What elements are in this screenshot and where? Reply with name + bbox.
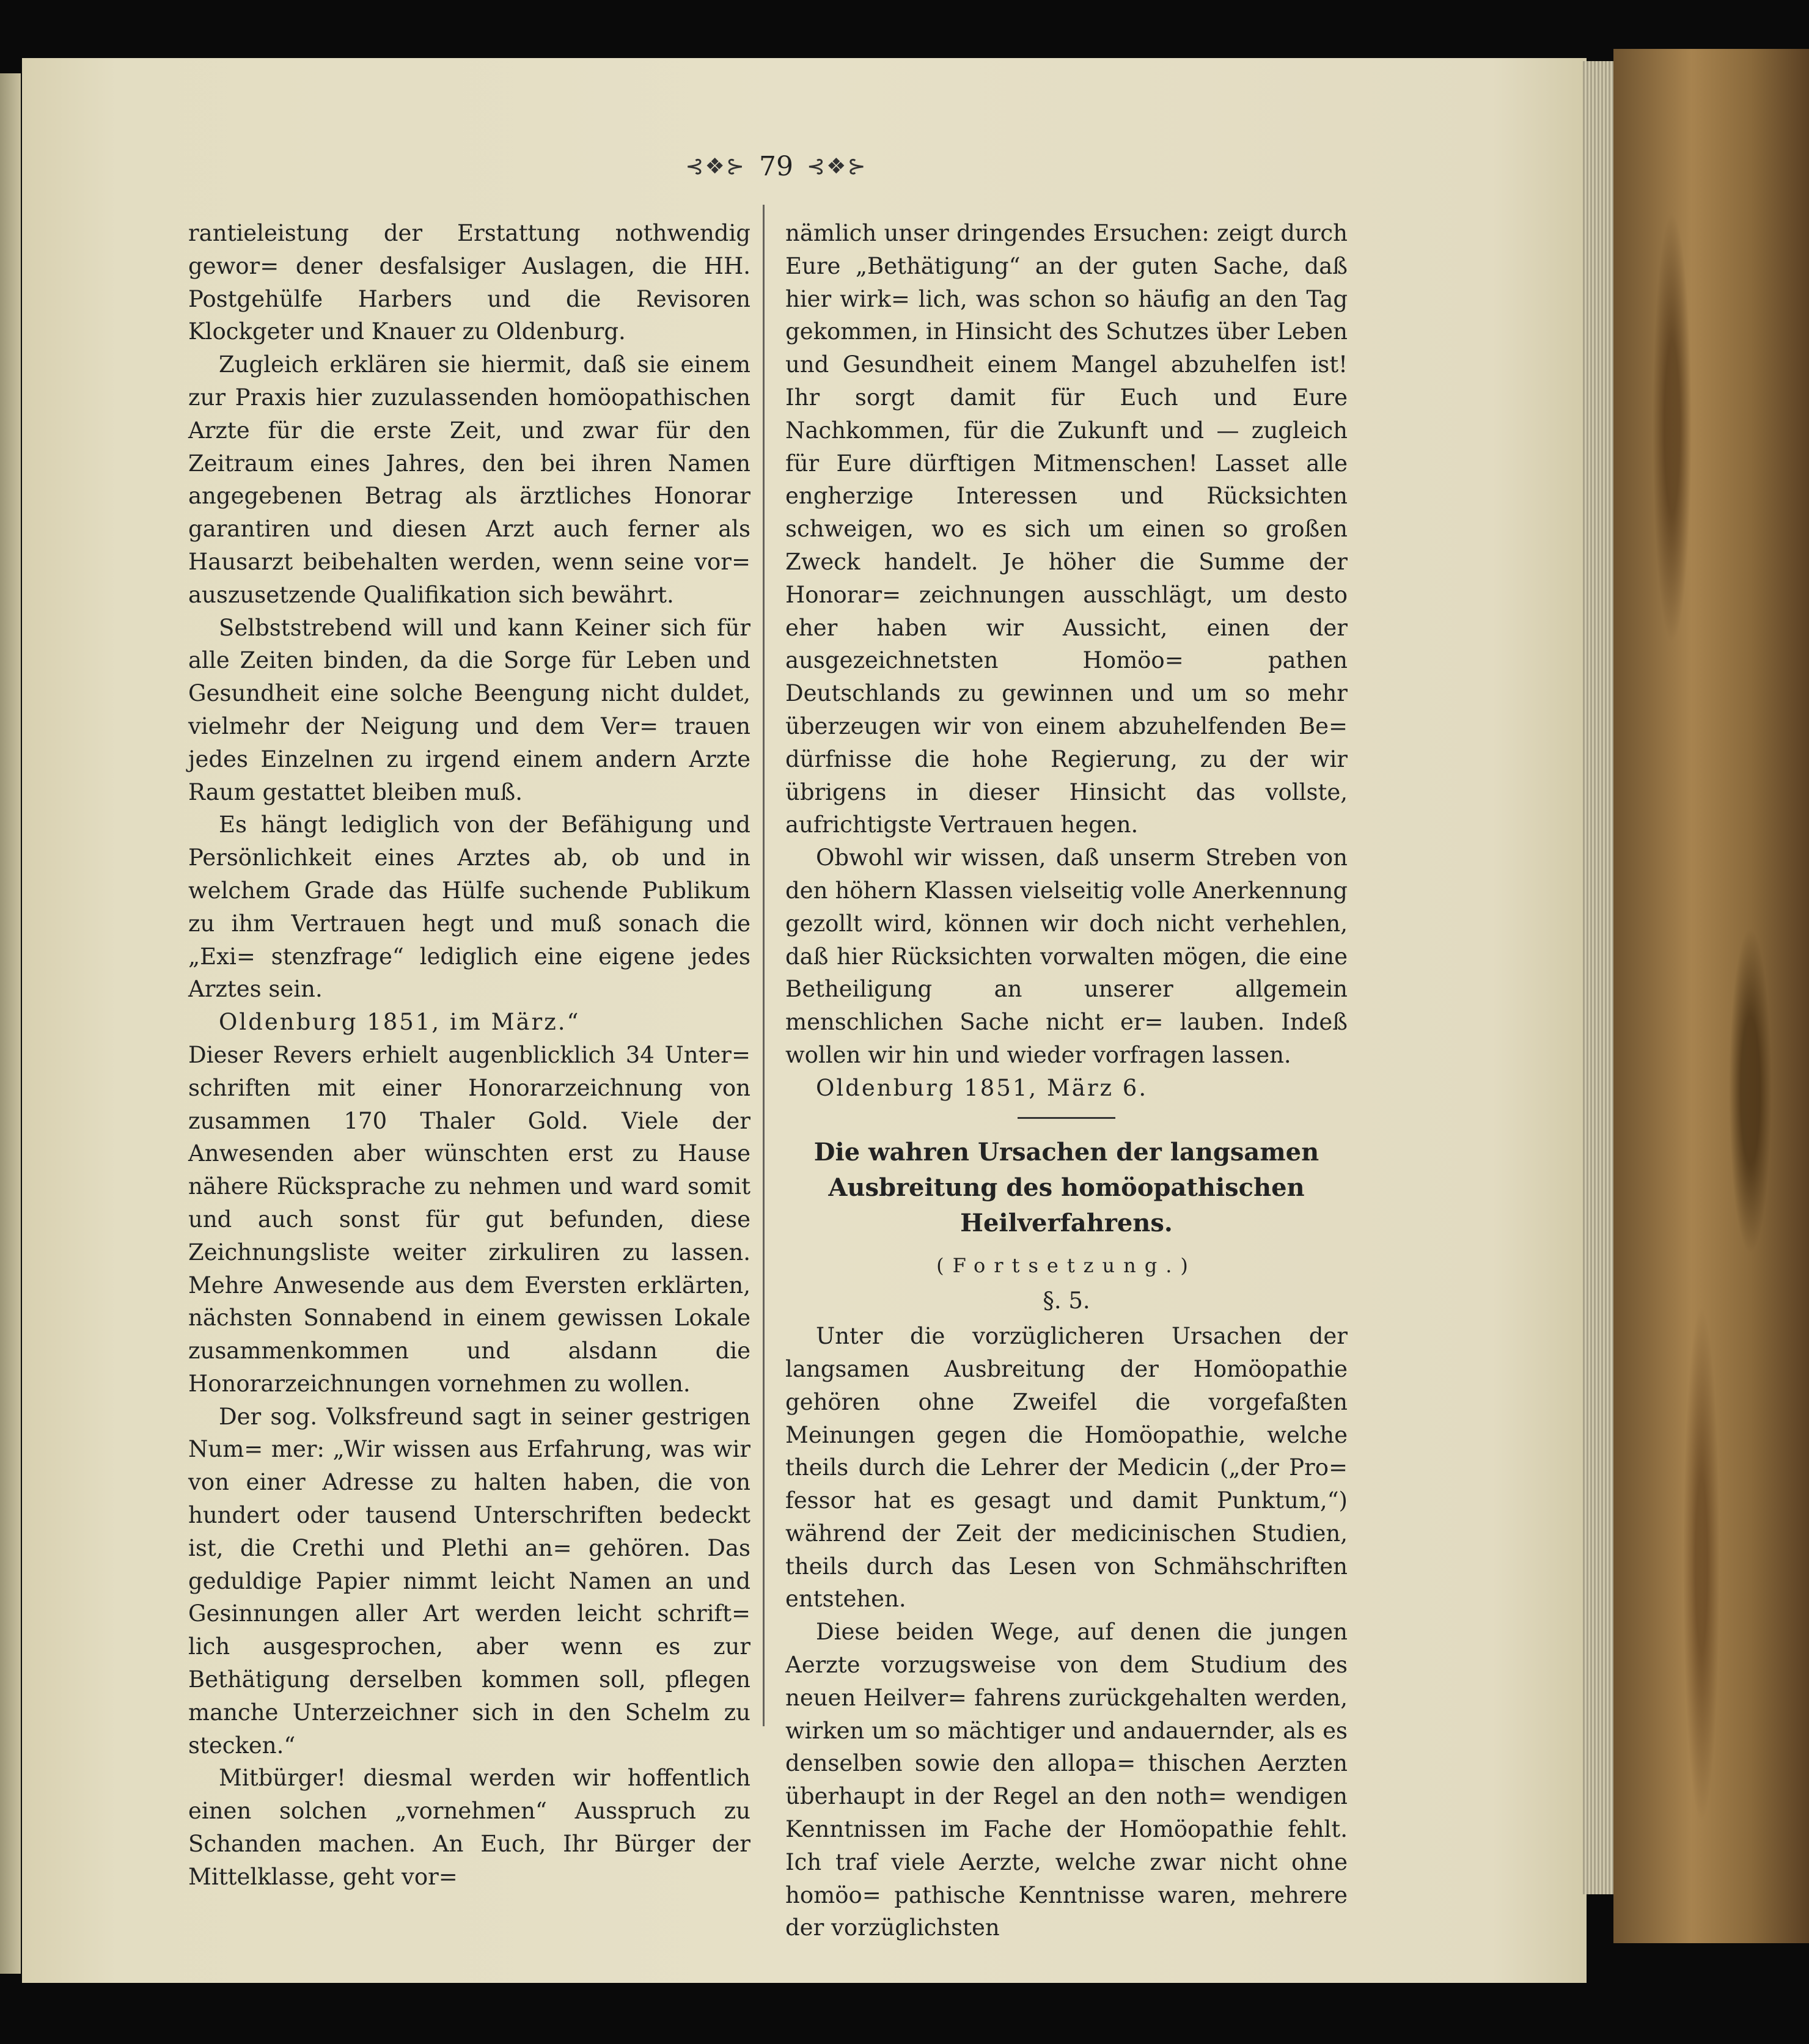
article-heading: Die wahren Ursachen der langsamen Ausbreitung des homöopathischen Heilverfahrens.: [813, 1137, 1319, 1237]
paragraph: nämlich unser dringendes Ersuchen: zeigt durch Eure „Bethätigung“ an der guten Sache, daß hier wirk= lich, was schon so häufig an den Tag gekommen, in Hinsicht des Schutzes über Leben und Gesundheit einem Mangel abzuhelfen ist! Ihr sorgt damit für Euch und Eure Nachkommen, für die Zukunft und — zugleich für Eure dürftigen Mitmenschen! Lasset alle engherzige Interessen und Rücksichten schweigen, wo es sich um einen so großen Zweck handelt. Je höher die Summe der Honorar= zeichnungen ausschlägt, um desto eher haben wir Aussicht, einen der ausgezeichnetsten Homöo= pathen Deutschlands zu gewinnen und um so mehr überzeugen wir von einem abzuhelfenden Be= dürfnisse die hohe Regierung, zu der wir übrigens in dieser Hinsicht das vollste, aufrichtigste Vertrauen hegen.: [785, 220, 1348, 838]
header-ornament-right-icon: ⊰❖⊱: [807, 153, 867, 179]
paragraph: Selbststrebend will und kann Keiner sich für alle Zeiten binden, da die Sorge für Leben und Gesundheit eine solche Beengung nicht duldet, vielmehr der Neigung und dem Ver= trauen jedes Einzelnen zu irgend einem andern Arzte Raum gestattet bleiben muß.: [188, 614, 750, 805]
right-column: [785, 217, 1348, 1944]
left-page-edge: [0, 73, 21, 1974]
continued-note: (Fortsetzung.): [936, 1253, 1197, 1277]
left-column: [188, 217, 750, 1894]
paragraph: Mitbürger! diesmal werden wir hoffentlich einen solchen „vornehmen“ Ausspruch zu Schanden machen. An Euch, Ihr Bürger der Mittelklasse, geht vor=: [188, 1765, 750, 1890]
header-ornament-left-icon: ⊰❖⊱: [685, 153, 746, 179]
place-date-line: Oldenburg 1851, März 6.: [816, 1074, 1148, 1101]
column-divider: [763, 205, 765, 1726]
section-divider: [1018, 1117, 1115, 1119]
place-date-line: Oldenburg 1851, im März.“: [219, 1009, 581, 1036]
paragraph: Dieser Revers erhielt augenblicklich 34 Unter= schriften mit einer Honorarzeichnung von zusammen 170 Thaler Gold. Viele der Anwesenden aber wünschten erst zu Hause nähere Rücksprache zu nehmen und ward somit und auch sonst für gut befunden, diese Zeichnungsliste weiter zirkuliren zu lassen. Mehre Anwesende aus dem Eversten erklärten, nächsten Sonnabend in einem gewissen Lokale zusammenkommen und alsdann die Honorarzeichnungen vornehmen zu wollen.: [188, 1041, 750, 1397]
book-cover-marbled: [1613, 49, 1809, 1943]
paragraph: Der sog. Volksfreund sagt in seiner gestrigen Num= mer: „Wir wissen aus Erfahrung, was wir von einer Adresse zu halten haben, die von hundert oder tausend Unterschriften bedeckt ist, die Crethi und Plethi an= gehören. Das geduldige Papier nimmt leicht Namen an und Gesinnungen aller Art werden leicht schrift= lich ausgesprochen, aber wenn es zur Bethätigung derselben kommen soll, pflegen manche Unterzeichner sich in den Schelm zu stecken.“: [188, 1403, 750, 1759]
paragraph: Diese beiden Wege, auf denen die jungen Aerzte vorzugsweise von dem Studium des neuen Heilver= fahrens zurückgehalten werden, wirken um so mächtiger und andauernder, als es denselben sowie den allopa= thischen Aerzten überhaupt in der Regel an den noth= wendigen Kenntnissen im Fache der Homöopathie fehlt. Ich traf viele Aerzte, welche zwar nicht ohne homöo= pathische Kenntnisse waren, mehrere der vorzüglichsten: [785, 1619, 1348, 1941]
paragraph: Unter die vorzüglicheren Ursachen der langsamen Ausbreitung der Homöopathie gehören ohne Zweifel die vorgefaßten Meinungen gegen die Homöopathie, welche theils durch die Lehrer der Medicin („der Pro= fessor hat es gesagt und damit Punktum,“) während der Zeit der medicinischen Studien, theils durch das Lesen von Schmähschriften entstehen.: [785, 1323, 1348, 1613]
paragraph: Es hängt lediglich von der Befähigung und Persönlichkeit eines Arztes ab, ob und in welchem Grade das Hülfe suchende Publikum zu ihm Vertrauen hegt und muß sonach die „Exi= stenzfrage“ lediglich eine eigene jedes Arztes sein.: [188, 811, 750, 1003]
paragraph: Zugleich erklären sie hiermit, daß sie einem zur Praxis hier zuzulassenden homöopathischen Arzte für die erste Zeit, und zwar für den Zeitraum eines Jahres, den bei ihren Namen angegebenen Betrag als ärztliches Honorar garantiren und diesen Arzt auch ferner als Hausarzt beibehalten werden, wenn seine vor= auszusetzende Qualifikation sich bewährt.: [188, 351, 750, 608]
page-number: 79: [759, 150, 793, 182]
paragraph: rantieleistung der Erstattung nothwendig gewor= dener desfalsiger Auslagen, die HH. Postgehülfe Harbers und die Revisoren Klockgeter und Knauer zu Oldenburg.: [188, 220, 750, 345]
section-number: §. 5.: [1043, 1288, 1090, 1314]
paragraph: Obwohl wir wissen, daß unserm Streben von den höhern Klassen vielseitig volle Anerkennung gezollt wird, können wir doch nicht verhehlen, daß hier Rücksichten vorwalten mögen, die eine Betheiligung an unserer allgemein menschlichen Sache nicht er= lauben. Indeß wollen wir hin und wieder vorfragen lassen.: [785, 844, 1348, 1068]
page-header: [666, 148, 886, 185]
